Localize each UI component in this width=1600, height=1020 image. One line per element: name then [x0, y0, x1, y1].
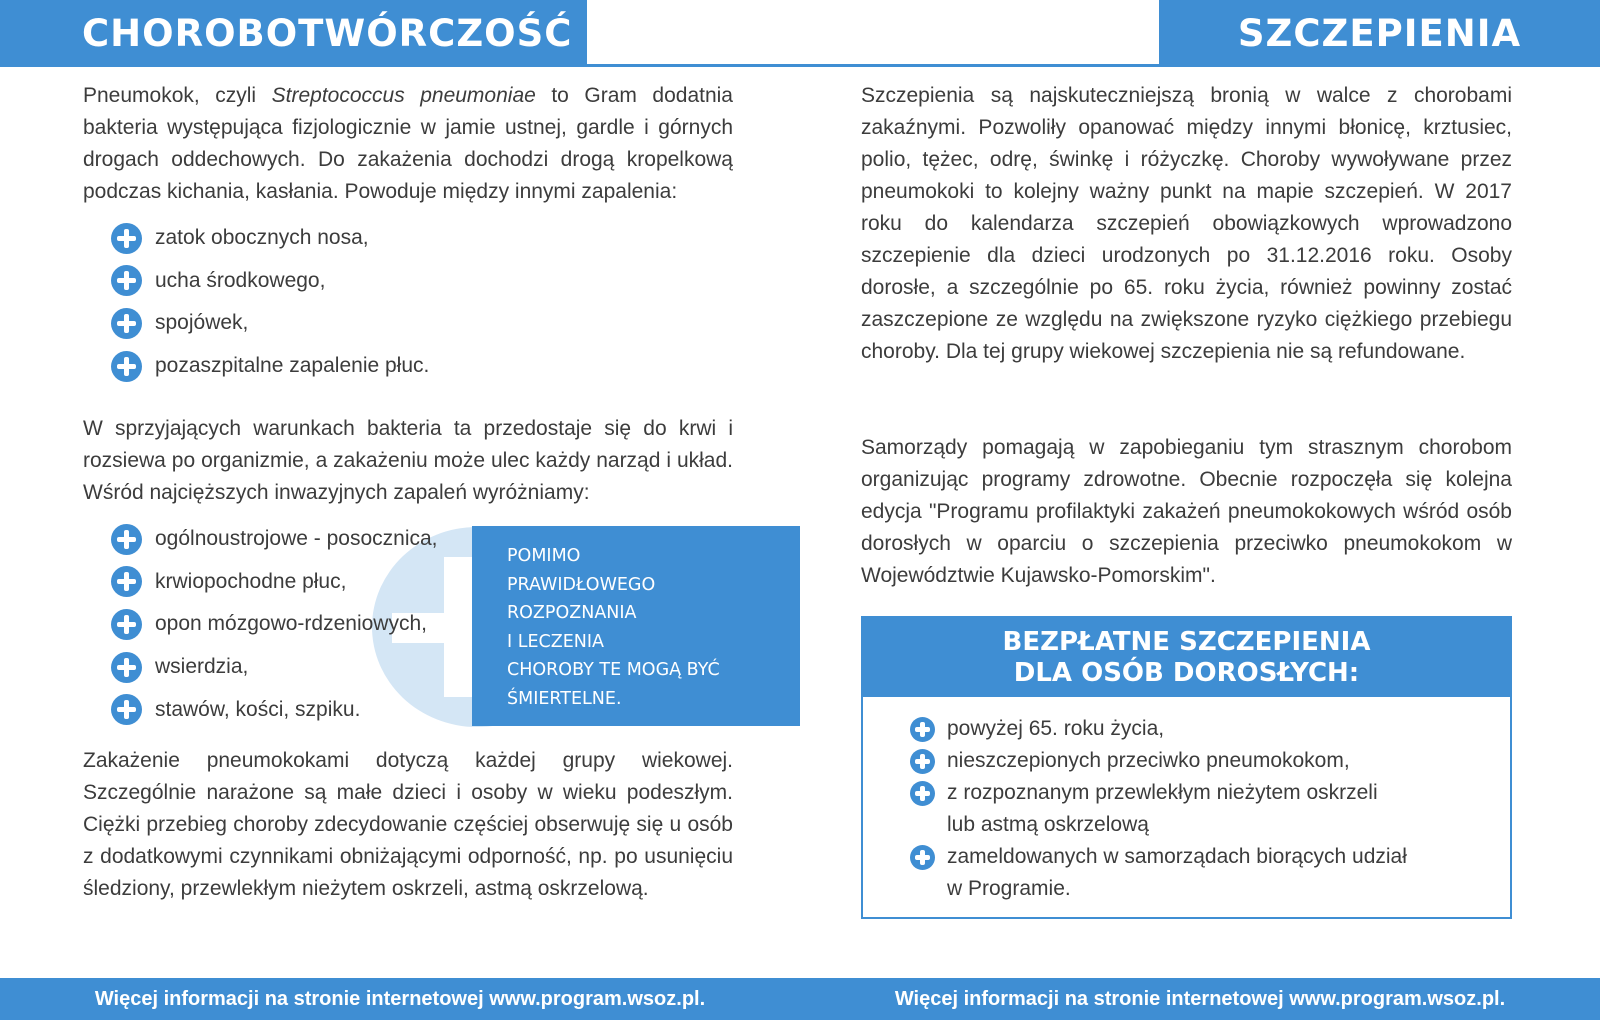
- box-title-line: BEZPŁATNE SZCZEPIENIA: [1002, 627, 1371, 657]
- eligibility-list: [863, 697, 1510, 905]
- plus-circle-icon: [111, 566, 142, 597]
- plus-circle-icon: [111, 694, 142, 725]
- plus-circle-icon: [910, 845, 935, 870]
- header-divider: [0, 64, 1600, 67]
- list-item: [83, 345, 429, 388]
- list-item-label: krwiopochodne płuc,: [155, 569, 347, 593]
- intro-text-end: to Gram dodatnia bakteria występująca fizjologicznie w jamie ustnej, gardle i górnych drogach oddechowych. Do zakażenia dochodzi drogą kropelkową podczas kichania, kasłania. Powoduje między innymi zapalenia:: [83, 84, 733, 203]
- intro-paragraph: [83, 80, 733, 208]
- plus-circle-icon: [910, 781, 935, 806]
- right-page-title: SZCZEPIENIA: [1159, 0, 1600, 67]
- invasive-paragraph: W sprzyjających warunkach bakteria ta przedostaje się do krwi i rozsiewa po organizmie, a zakażeniu może ulec każdy narząd i układ. Wśród najcięższych inwazyjnych zapaleń wyróżniamy:: [83, 417, 733, 504]
- plus-circle-icon: [111, 524, 142, 555]
- list-item: [83, 518, 438, 561]
- plus-circle-icon: [910, 749, 935, 774]
- callout-line: PRAWIDŁOWEGO: [507, 574, 656, 595]
- intro-text-start: Pneumokok, czyli: [83, 84, 272, 107]
- plus-circle-icon: [111, 223, 142, 254]
- list-item-label: powyżej 65. roku życia,: [947, 717, 1165, 740]
- program-paragraph: Samorządy pomagają w zapobieganiu tym strasznym chorobom organizując programy zdrowotne. Obecnie rozpoczęła się kolejna edycja "Programu profilaktyki zakażeń pneumokokowych wśród osób dorosłych w oparciu o szczepienia przeciwko pneumokokom w Województwie Kujawsko-Pomorskim".: [861, 436, 1512, 587]
- list-item-label: wsierdzia,: [155, 655, 249, 679]
- list-item: [863, 841, 1510, 905]
- inflammation-list: [83, 217, 429, 387]
- bacteria-name: Streptococcus pneumoniae: [271, 84, 536, 107]
- list-item-label: stawów, kości, szpiku.: [155, 697, 361, 721]
- list-item: [863, 713, 1510, 745]
- list-item: [863, 745, 1510, 777]
- list-item: [83, 217, 429, 260]
- free-vaccination-box: [861, 616, 1512, 919]
- box-title: [863, 618, 1510, 697]
- list-item: [83, 646, 438, 689]
- callout-line: I LECZENIA: [507, 631, 605, 652]
- plus-circle-icon: [111, 609, 142, 640]
- plus-circle-icon: [111, 351, 142, 382]
- box-title-line: DLA OSÓB DOROSŁYCH:: [1013, 658, 1360, 688]
- left-footer-text: Więcej informacji na stronie internetowej www.program.wsoz.pl.: [94, 987, 706, 1010]
- risk-groups-paragraph: Zakażenie pneumokokami dotyczą każdej grupy wiekowej. Szczególnie narażone są małe dzieci i osoby w wieku podeszłym. Ciężki przebieg choroby zdecydowanie częściej obserwuję się u osób z dodatkowymi czynnikami obniżającymi odporność, np. po usunięciu śledziony, przewlekłym nieżytem oskrzeli, astmą oskrzelową.: [83, 749, 733, 900]
- plus-circle-icon: [910, 717, 935, 742]
- invasive-list: [83, 518, 438, 731]
- list-item-label: ucha środkowego,: [155, 268, 326, 292]
- warning-callout: [472, 526, 800, 726]
- list-item: [83, 260, 429, 303]
- plus-circle-icon: [111, 652, 142, 683]
- list-item: [83, 603, 438, 646]
- right-footer-text: Więcej informacji na stronie internetowej www.program.wsoz.pl.: [894, 987, 1506, 1010]
- list-item-label: opon mózgowo-rdzeniowych,: [155, 612, 427, 636]
- left-page-title: CHOROBOTWÓRCZOŚĆ: [0, 0, 587, 67]
- list-item: [863, 777, 1510, 841]
- list-item-label: zameldowanych w samorządach biorących udział w Programie.: [947, 845, 1407, 900]
- callout-line: CHOROBY TE MOGĄ BYĆ: [507, 660, 720, 680]
- list-item: [83, 688, 438, 731]
- plus-circle-icon: [111, 265, 142, 296]
- list-item-label: nieszczepionych przeciwko pneumokokom,: [947, 749, 1350, 772]
- vaccination-paragraph: Szczepienia są najskuteczniejszą bronią w walce z chorobami zakaźnymi. Pozwoliły opanować między innymi błonicę, krztusiec, polio, tężec, odrę, świnkę i różyczkę. Choroby wywoływane przez pneumokoki to kolejny ważny punkt na mapie szczepień. W 2017 roku do kalendarza szczepień obowiązkowych wprowadzono szczepienie dla dzieci urodzonych po 31.12.2016 roku. Osoby dorosłe, a szczególnie po 65. roku życia, również powinny zostać zaszczepione ze względu na zwiększone ryzyko ciężkiego przebiegu choroby. Dla tej grupy wiekowej szczepienia nie są refundowane.: [861, 84, 1512, 363]
- list-item-label: spojówek,: [155, 311, 249, 335]
- list-item: [83, 302, 429, 345]
- callout-line: POMIMO: [507, 546, 581, 566]
- list-item: [83, 561, 438, 604]
- list-item-label: zatok obocznych nosa,: [155, 226, 369, 250]
- plus-circle-icon: [111, 308, 142, 339]
- footer-bar: [0, 978, 1600, 1020]
- list-item-label: pozaszpitalne zapalenie płuc.: [155, 354, 430, 378]
- callout-line: ROZPOZNANIA: [507, 603, 637, 623]
- list-item-label: ogólnoustrojowe - posocznica,: [155, 527, 438, 551]
- list-item-label: z rozpoznanym przewlekłym nieżytem oskrzeli lub astmą oskrzelową: [947, 781, 1378, 836]
- callout-line: ŚMIERTELNE.: [507, 688, 622, 709]
